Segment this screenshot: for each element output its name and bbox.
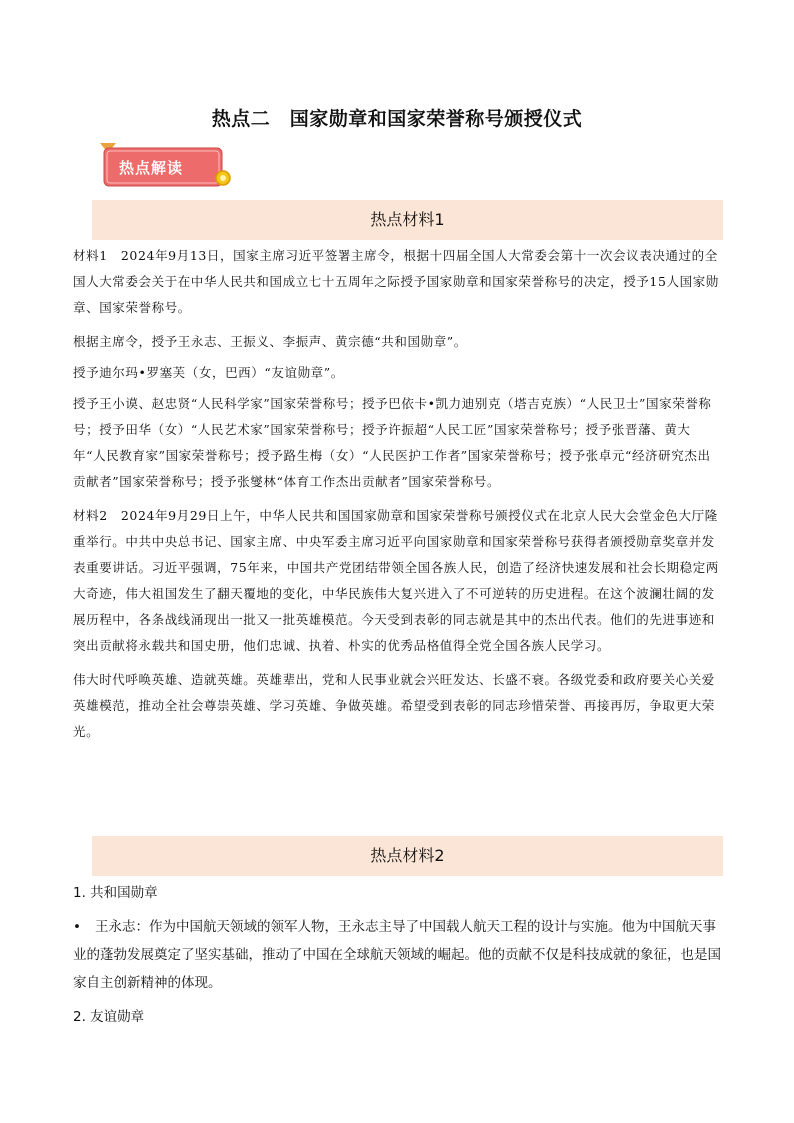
item-1-body: 王永志：作为中国航天领域的领军人物，王永志主导了中国载人航天工程的设计与实施。他为中国航天事业的蓬勃发展奠定了坚实基础，推动了中国在全球航天领域的崛起。他的贡献不仅是科技成就的象征，也是国家自主创新精神的体现。 xyxy=(73,919,721,991)
bullet-icon: • xyxy=(73,919,81,935)
badge-label: 热点解读 xyxy=(119,159,184,177)
item-1-heading: 1. 共和国勋章 xyxy=(73,885,158,901)
item-2-heading: 2. 友谊勋章 xyxy=(73,1009,145,1025)
paragraph-youyi: 授予迪尔玛•罗塞芙（女，巴西）“友谊勋章”。 xyxy=(73,365,344,380)
material-1-paragraph: 材料1 2024年9月13日，国家主席习近平签署主席令，根据十四届全国人大常委会第十一次会议表决通过的全国人大常委会关于在中华人民共和国成立七十五周年之际授予国家勋章和国家荣誉称号的决定，授予15人国家勋章、国家荣誉称号。 xyxy=(73,248,719,315)
hotspot-badge xyxy=(96,140,236,192)
section1-body xyxy=(73,243,723,753)
section2-body xyxy=(73,879,725,1037)
paragraph-honor-titles: 授予王小谟、赵忠贤“人民科学家”国家荣誉称号；授予巴依卡•凯力迪别克（塔吉克族）“人民卫士”国家荣誉称号；授予田华（女）“人民艺术家”国家荣誉称号；授予许振超“人民工匠”国家荣誉称号；授予张晋藩、黄大年“人民教育家”国家荣誉称号；授予路生梅（女）“人民医护工作者”国家荣誉称号；授予张卓元“经济研究杰出贡献者”国家荣誉称号；授予张燮林“体育工作杰出贡献者”国家荣誉称号。 xyxy=(73,396,712,489)
section-heading-1: 热点材料1 xyxy=(92,200,723,240)
material-2-paragraph: 材料2 2024年9月29日上午，中华人民共和国国家勋章和国家荣誉称号颁授仪式在北京人民大会堂金色大厅隆重举行。中共中央总书记、国家主席、中央军委主席习近平向国家勋章和国家荣誉称号获得者颁授勋章奖章并发表重要讲话。习近平强调，75年来，中国共产党团结带领全国各族人民，创造了经济快速发展和社会长期稳定两大奇迹，伟大祖国发生了翻天覆地的变化，中华民族伟大复兴进入了不可逆转的历史进程。在这个波澜壮阔的发展历程中，各条战线涌现出一批又一批英雄模范。今天受到表彰的同志就是其中的杰出代表。他们的先进事迹和突出贡献将永载共和国史册，他们忠诚、执着、朴实的优秀品格值得全党全国各族人民学习。 xyxy=(73,508,719,653)
page-title: 热点二 国家勋章和国家荣誉称号颁授仪式 xyxy=(211,108,583,130)
paragraph-heroes: 伟大时代呼唤英雄、造就英雄。英雄辈出，党和人民事业就会兴旺发达、长盛不衰。各级党委和政府要关心关爱英雄模范，推动全社会尊崇英雄、学习英雄、争做英雄。希望受到表彰的同志珍惜荣誉、再接再厉，争取更大荣光。 xyxy=(73,672,715,739)
paragraph-gongheguo: 根据主席令，授予王永志、王振义、李振声、黄宗德“共和国勋章”。 xyxy=(73,334,467,349)
section-heading-2: 热点材料2 xyxy=(92,836,723,876)
item-1-text xyxy=(73,913,725,997)
